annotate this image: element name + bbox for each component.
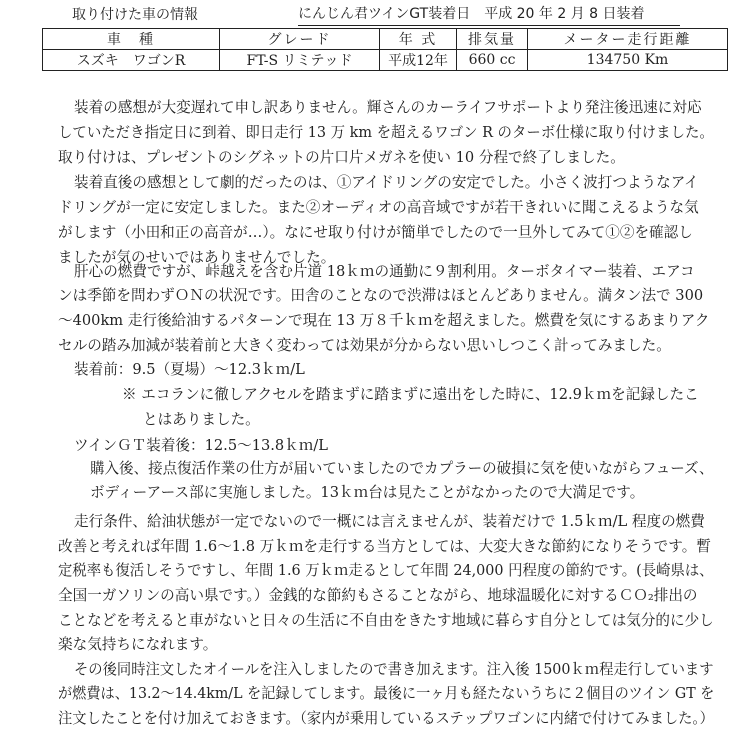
car-info-table xyxy=(42,28,728,71)
car-info-title: 取り付けた車の情報 xyxy=(72,7,198,23)
text-line: とはありました。 xyxy=(143,411,260,428)
text-line: 取り付けは、プレゼントのシグネットの片口片メガネを使い 10 分程で終了しました。 xyxy=(58,149,625,166)
install-date-title: にんじん君ツインGT装着日 平成 20 年 2 月 8 日装着 xyxy=(298,3,680,26)
text-line: 注文したことを付け加えておきます。（家内が乗用しているステップワゴンに内緒で付けてみました。） xyxy=(58,710,714,727)
header-car-model: 車 種 xyxy=(43,29,220,50)
text-line: ツインＧＴ装着後：12.5～13.8ｋｍ/L xyxy=(74,437,328,454)
text-line: ※ エコランに徹しアクセルを踏まずに踏まずに遠出をした時に、12.9ｋｍを記録したこ xyxy=(122,386,699,403)
text-line: 全国一ガソリンの高い県です。）金銭的な節約もさることながら、地球温暖化に対するＣＯ₂排出の xyxy=(58,587,698,604)
cell-displacement: 660 cc xyxy=(457,50,528,71)
text-line: ～400km 走行後給油するパターンで現在 13 万８千ｋｍを超えました。燃費を気にするあまりアク xyxy=(58,312,710,329)
cell-year: 平成12年 xyxy=(380,50,457,71)
text-line: ドリングが一定に安定しました。また②オーディオの高音域ですが若干きれいに聞こえるような気 xyxy=(58,199,699,216)
text-line: ボディーアース部に実施しました。13ｋｍ台は見たことがなかったので大満足です。 xyxy=(90,484,645,501)
header-displacement: 排気量 xyxy=(457,29,528,50)
text-line: 装着直後の感想として劇的だったのは、①アイドリングの安定でした。小さく波打つようなアイ xyxy=(74,174,699,191)
cell-grade: FT-S リミテッド xyxy=(220,50,380,71)
text-line: 走行条件、給油状態が一定でないので一概には言えませんが、装着だけで 1.5ｋｍ/L 程度の燃費 xyxy=(74,513,705,530)
text-line: 装着の感想が大変遅れて申し訳ありません。輝さんのカーライフサポートより発注後迅速に対応 xyxy=(74,99,702,116)
text-line: ことなどを考えると車がないと日々の生活に不自由をきたす地域に暮らす自分としては気分的に少し xyxy=(58,612,714,629)
text-line: 装着前：9.5（夏場）～12.3ｋｍ/L xyxy=(74,361,305,378)
text-line: 改善と考えれば年間 1.6～1.8 万ｋｍを走行する当方としては、大変大きな節約になりそうです。暫 xyxy=(58,538,711,555)
text-line: その後同時注文したオイールを注入しましたので書き加えます。注入後 1500ｋｍ程走行しています xyxy=(74,661,714,678)
header-year: 年 式 xyxy=(380,29,457,50)
cell-mileage: 134750 Km xyxy=(528,50,728,71)
table-header-row xyxy=(43,29,728,50)
text-line: 肝心の燃費ですが、峠越えを含む片道 18ｋｍの通勤に９割利用。ターボタイマー装着、エアコ xyxy=(74,263,695,280)
text-line: 定税率も復活しそうですし、年間 1.6 万ｋｍ走るとして年間 24,000 円程度の節約です。(長崎県は、 xyxy=(58,562,714,579)
text-line: ましたが気のせいではありませんでした。 xyxy=(58,249,336,266)
text-line: がします（小田和正の高音が…）。なにせ取り付けが簡単でしたので一旦外してみて①②を確認し xyxy=(58,224,693,241)
text-line: していただき指定日に到着、即日走行 13 万 km を超えるワゴン R のターボ仕様に取り付けました。 xyxy=(58,124,714,141)
text-line: ンは季節を問わずＯＮの状況です。田舎のことなので渋滞はほとんどありません。満タン法で 300 xyxy=(58,287,704,304)
header-mileage: メーター走行距離 xyxy=(528,29,728,50)
text-line: セルの踏み加減が装着前と大きく変わっては効果が分からない思いしつこく計ってみました。 xyxy=(58,337,671,354)
text-line: 楽な気持ちになれます。 xyxy=(58,636,218,653)
cell-car-model: スズキ ワゴンR xyxy=(43,50,220,71)
table-row xyxy=(43,50,728,71)
header-grade: グレード xyxy=(220,29,380,50)
text-line: 購入後、接点復活作業の仕方が届いていましたのでカプラーの破損に気を使いながらフューズ、 xyxy=(90,460,714,477)
text-line: が燃費は、13.2～14.4km/L を記録してします。最後に一ヶ月も経たないうちに２個目のツイン GT を xyxy=(58,685,715,702)
